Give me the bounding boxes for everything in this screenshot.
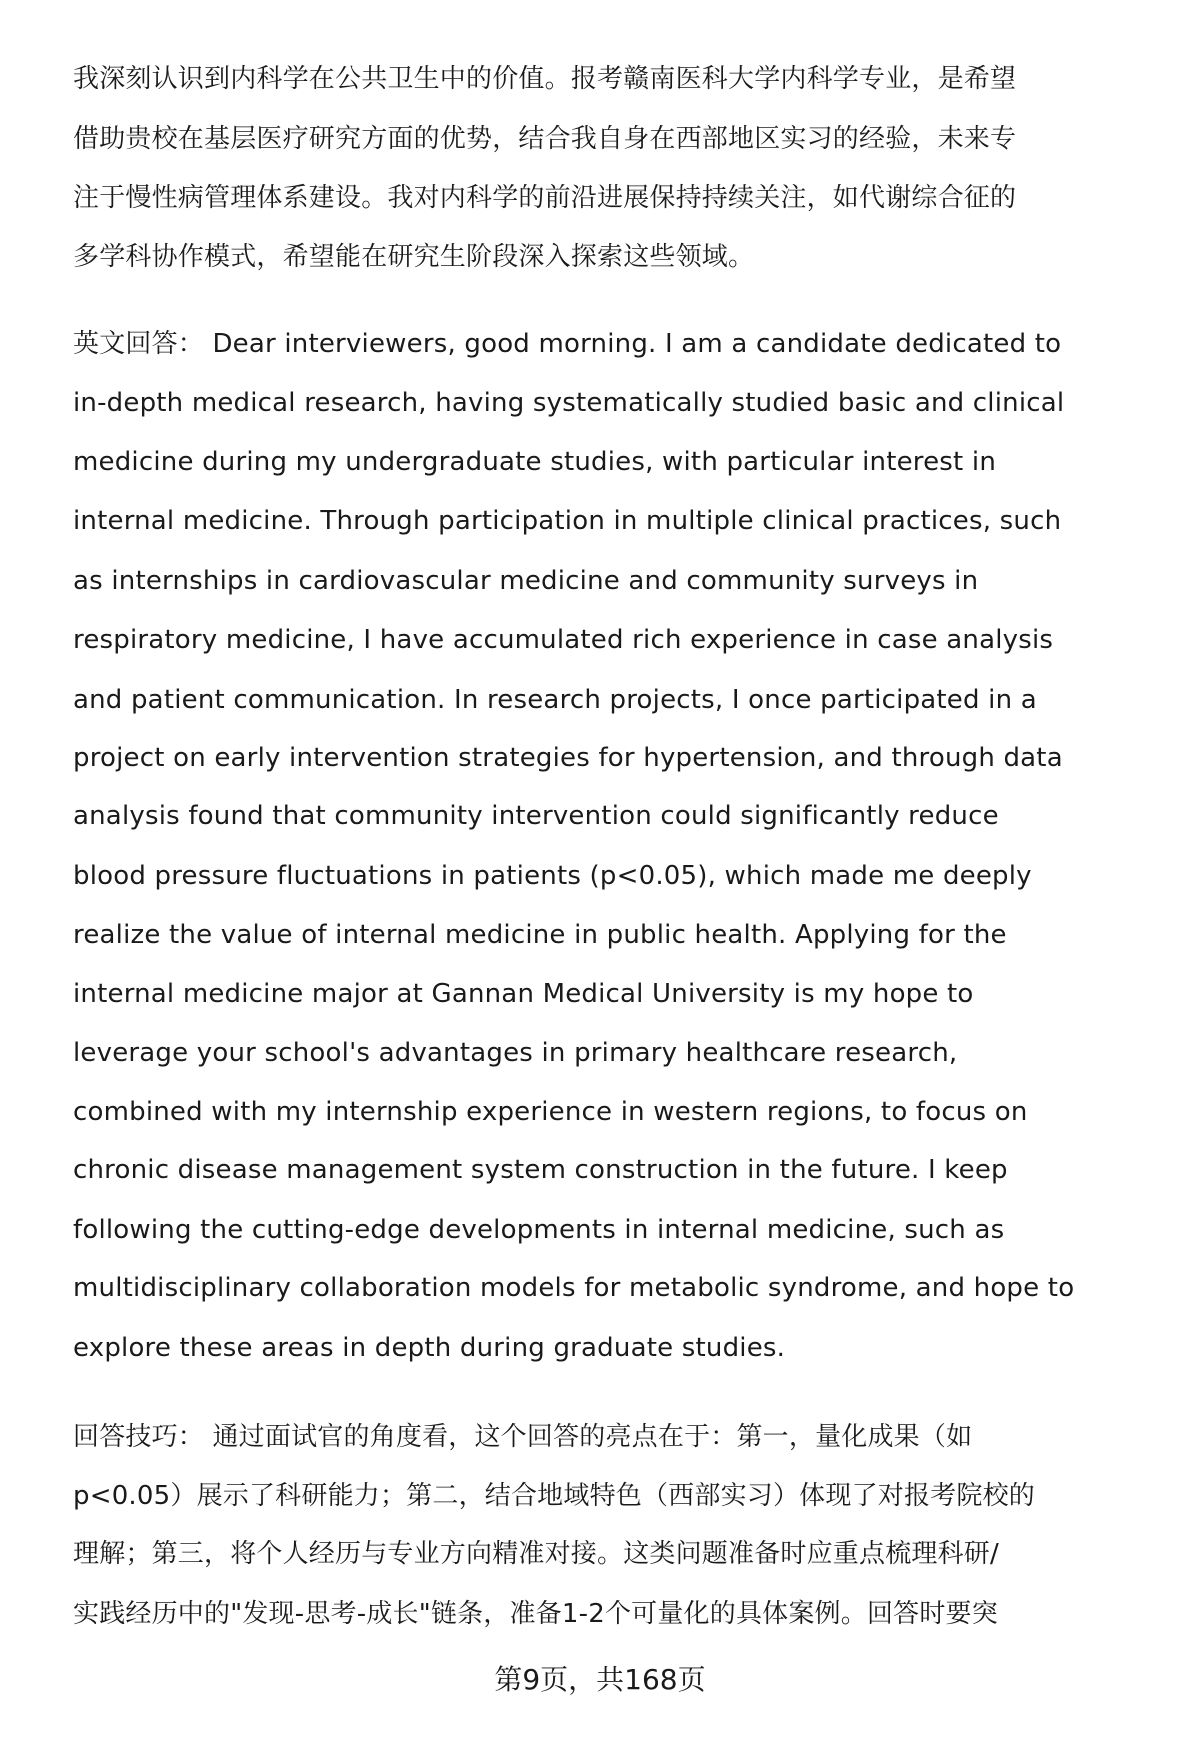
text-line: respiratory medicine, I have accumulated rich experience in case analysis (73, 625, 1054, 656)
text-line: 借助贵校在基层医疗研究方面的优势，结合我自身在西部地区实习的经验，未来专 (73, 123, 1017, 154)
text-line: as internships in cardiovascular medicine and community surveys in (73, 565, 979, 596)
text-line: chronic disease management system construction in the future. I keep (73, 1155, 1008, 1186)
text-line: 我深刻认识到内科学在公共卫生中的价值。报考赣南医科大学内科学专业，是希望 (73, 64, 1017, 95)
text-line: combined with my internship experience in western regions, to focus on (73, 1097, 1028, 1128)
page-number: 第9页，共168页 (494, 1663, 706, 1696)
text-line: realize the value of internal medicine in public health. Applying for the (73, 920, 1007, 950)
text-line: and patient communication. In research projects, I once participated in a (73, 684, 1037, 715)
text-line: analysis found that community intervention could significantly reduce (73, 801, 999, 832)
text-line: multidisciplinary collaboration models for metabolic syndrome, and hope to (73, 1273, 1075, 1304)
text-line: leverage your school's advantages in primary healthcare research, (73, 1037, 958, 1068)
text-line: project on early intervention strategies for hypertension, and through data (73, 742, 1063, 773)
text-line: medicine during my undergraduate studies, with particular interest in (73, 447, 996, 477)
text-line: 实践经历中的"发现-思考-成长"链条，准备1-2个可量化的具体案例。回答时要突 (73, 1598, 998, 1629)
text-line: 回答技巧： 通过面试官的角度看，这个回答的亮点在于：第一，量化成果（如 (73, 1421, 973, 1452)
text-line: explore these areas in depth during graduate studies. (73, 1332, 786, 1363)
text-line: in-depth medical research, having systematically studied basic and clinical (73, 387, 1065, 418)
text-line: 理解；第三，将个人经历与专业方向精准对接。这类问题准备时应重点梳理科研/ (73, 1539, 999, 1570)
text-line: internal medicine major at Gannan Medical University is my hope to (73, 979, 974, 1010)
text-line: 英文回答： Dear interviewers, good morning. I am a candidate dedicated to (73, 329, 1062, 360)
text-line: p<0.05）展示了科研能力；第二，结合地域特色（西部实习）体现了对报考院校的 (73, 1481, 1035, 1511)
text-line: internal medicine. Through participation in multiple clinical practices, such (73, 506, 1062, 537)
text-line: 多学科协作模式，希望能在研究生阶段深入探索这些领域。 (73, 242, 755, 273)
text-line: 注于慢性病管理体系建设。我对内科学的前沿进展保持持续关注，如代谢综合征的 (73, 183, 1017, 213)
text-line: following the cutting-edge developments in internal medicine, such as (73, 1214, 1005, 1245)
text-line: blood pressure fluctuations in patients (p<0.05), which made me deeply (73, 860, 1032, 891)
